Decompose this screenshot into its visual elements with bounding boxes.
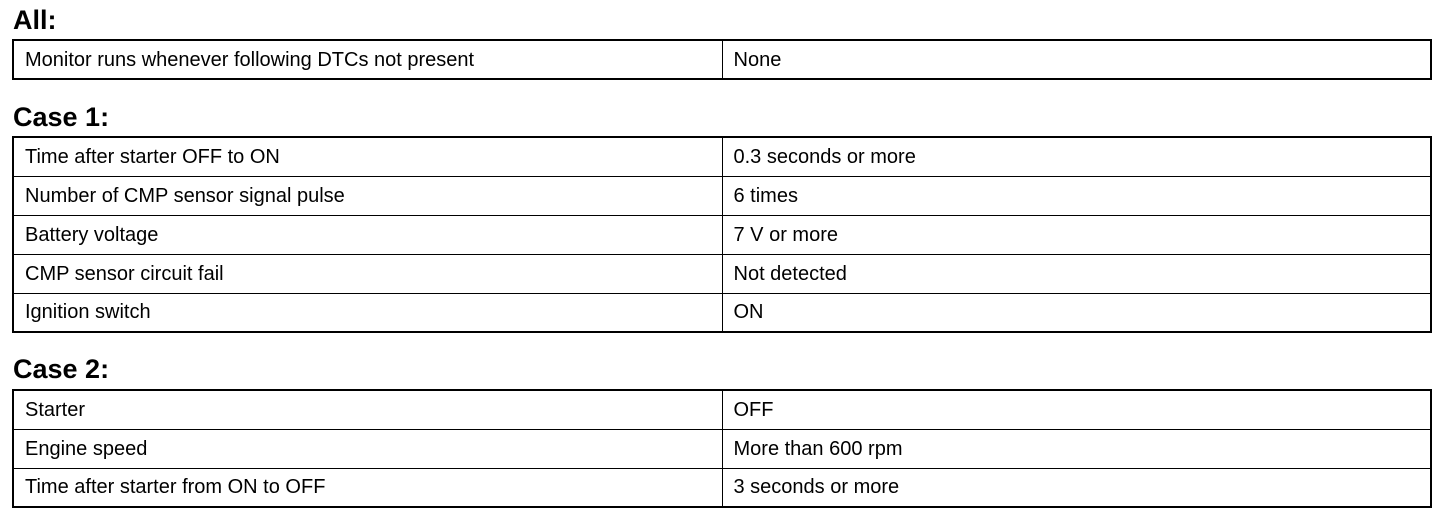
section-title-case-1: Case 1: (13, 102, 110, 132)
condition-item: Battery voltage (13, 215, 722, 254)
table-row (13, 215, 1431, 254)
condition-value: ON (722, 293, 1431, 332)
conditions-table-case-1 (12, 136, 1432, 333)
table-row (13, 429, 1431, 468)
condition-item: Time after starter from ON to OFF (13, 468, 722, 507)
section-title-all: All: (13, 5, 57, 35)
condition-value: Not detected (722, 254, 1431, 293)
condition-value: 6 times (722, 176, 1431, 215)
condition-item: CMP sensor circuit fail (13, 254, 722, 293)
table-row (13, 254, 1431, 293)
condition-value: 3 seconds or more (722, 468, 1431, 507)
conditions-table-case-2 (12, 389, 1432, 508)
table-row (13, 390, 1431, 429)
condition-item: Engine speed (13, 429, 722, 468)
condition-item: Time after starter OFF to ON (13, 137, 722, 176)
table-row (13, 176, 1431, 215)
table-row (13, 137, 1431, 176)
condition-item: Number of CMP sensor signal pulse (13, 176, 722, 215)
condition-value: None (722, 40, 1431, 79)
condition-value: 0.3 seconds or more (722, 137, 1431, 176)
condition-item: Starter (13, 390, 722, 429)
condition-value: OFF (722, 390, 1431, 429)
table-row (13, 293, 1431, 332)
table-row (13, 468, 1431, 507)
condition-item: Ignition switch (13, 293, 722, 332)
conditions-table-all (12, 39, 1432, 80)
condition-value: 7 V or more (722, 215, 1431, 254)
condition-item: Monitor runs whenever following DTCs not present (13, 40, 722, 79)
section-title-case-2: Case 2: (13, 354, 110, 384)
table-row (13, 40, 1431, 79)
condition-value: More than 600 rpm (722, 429, 1431, 468)
